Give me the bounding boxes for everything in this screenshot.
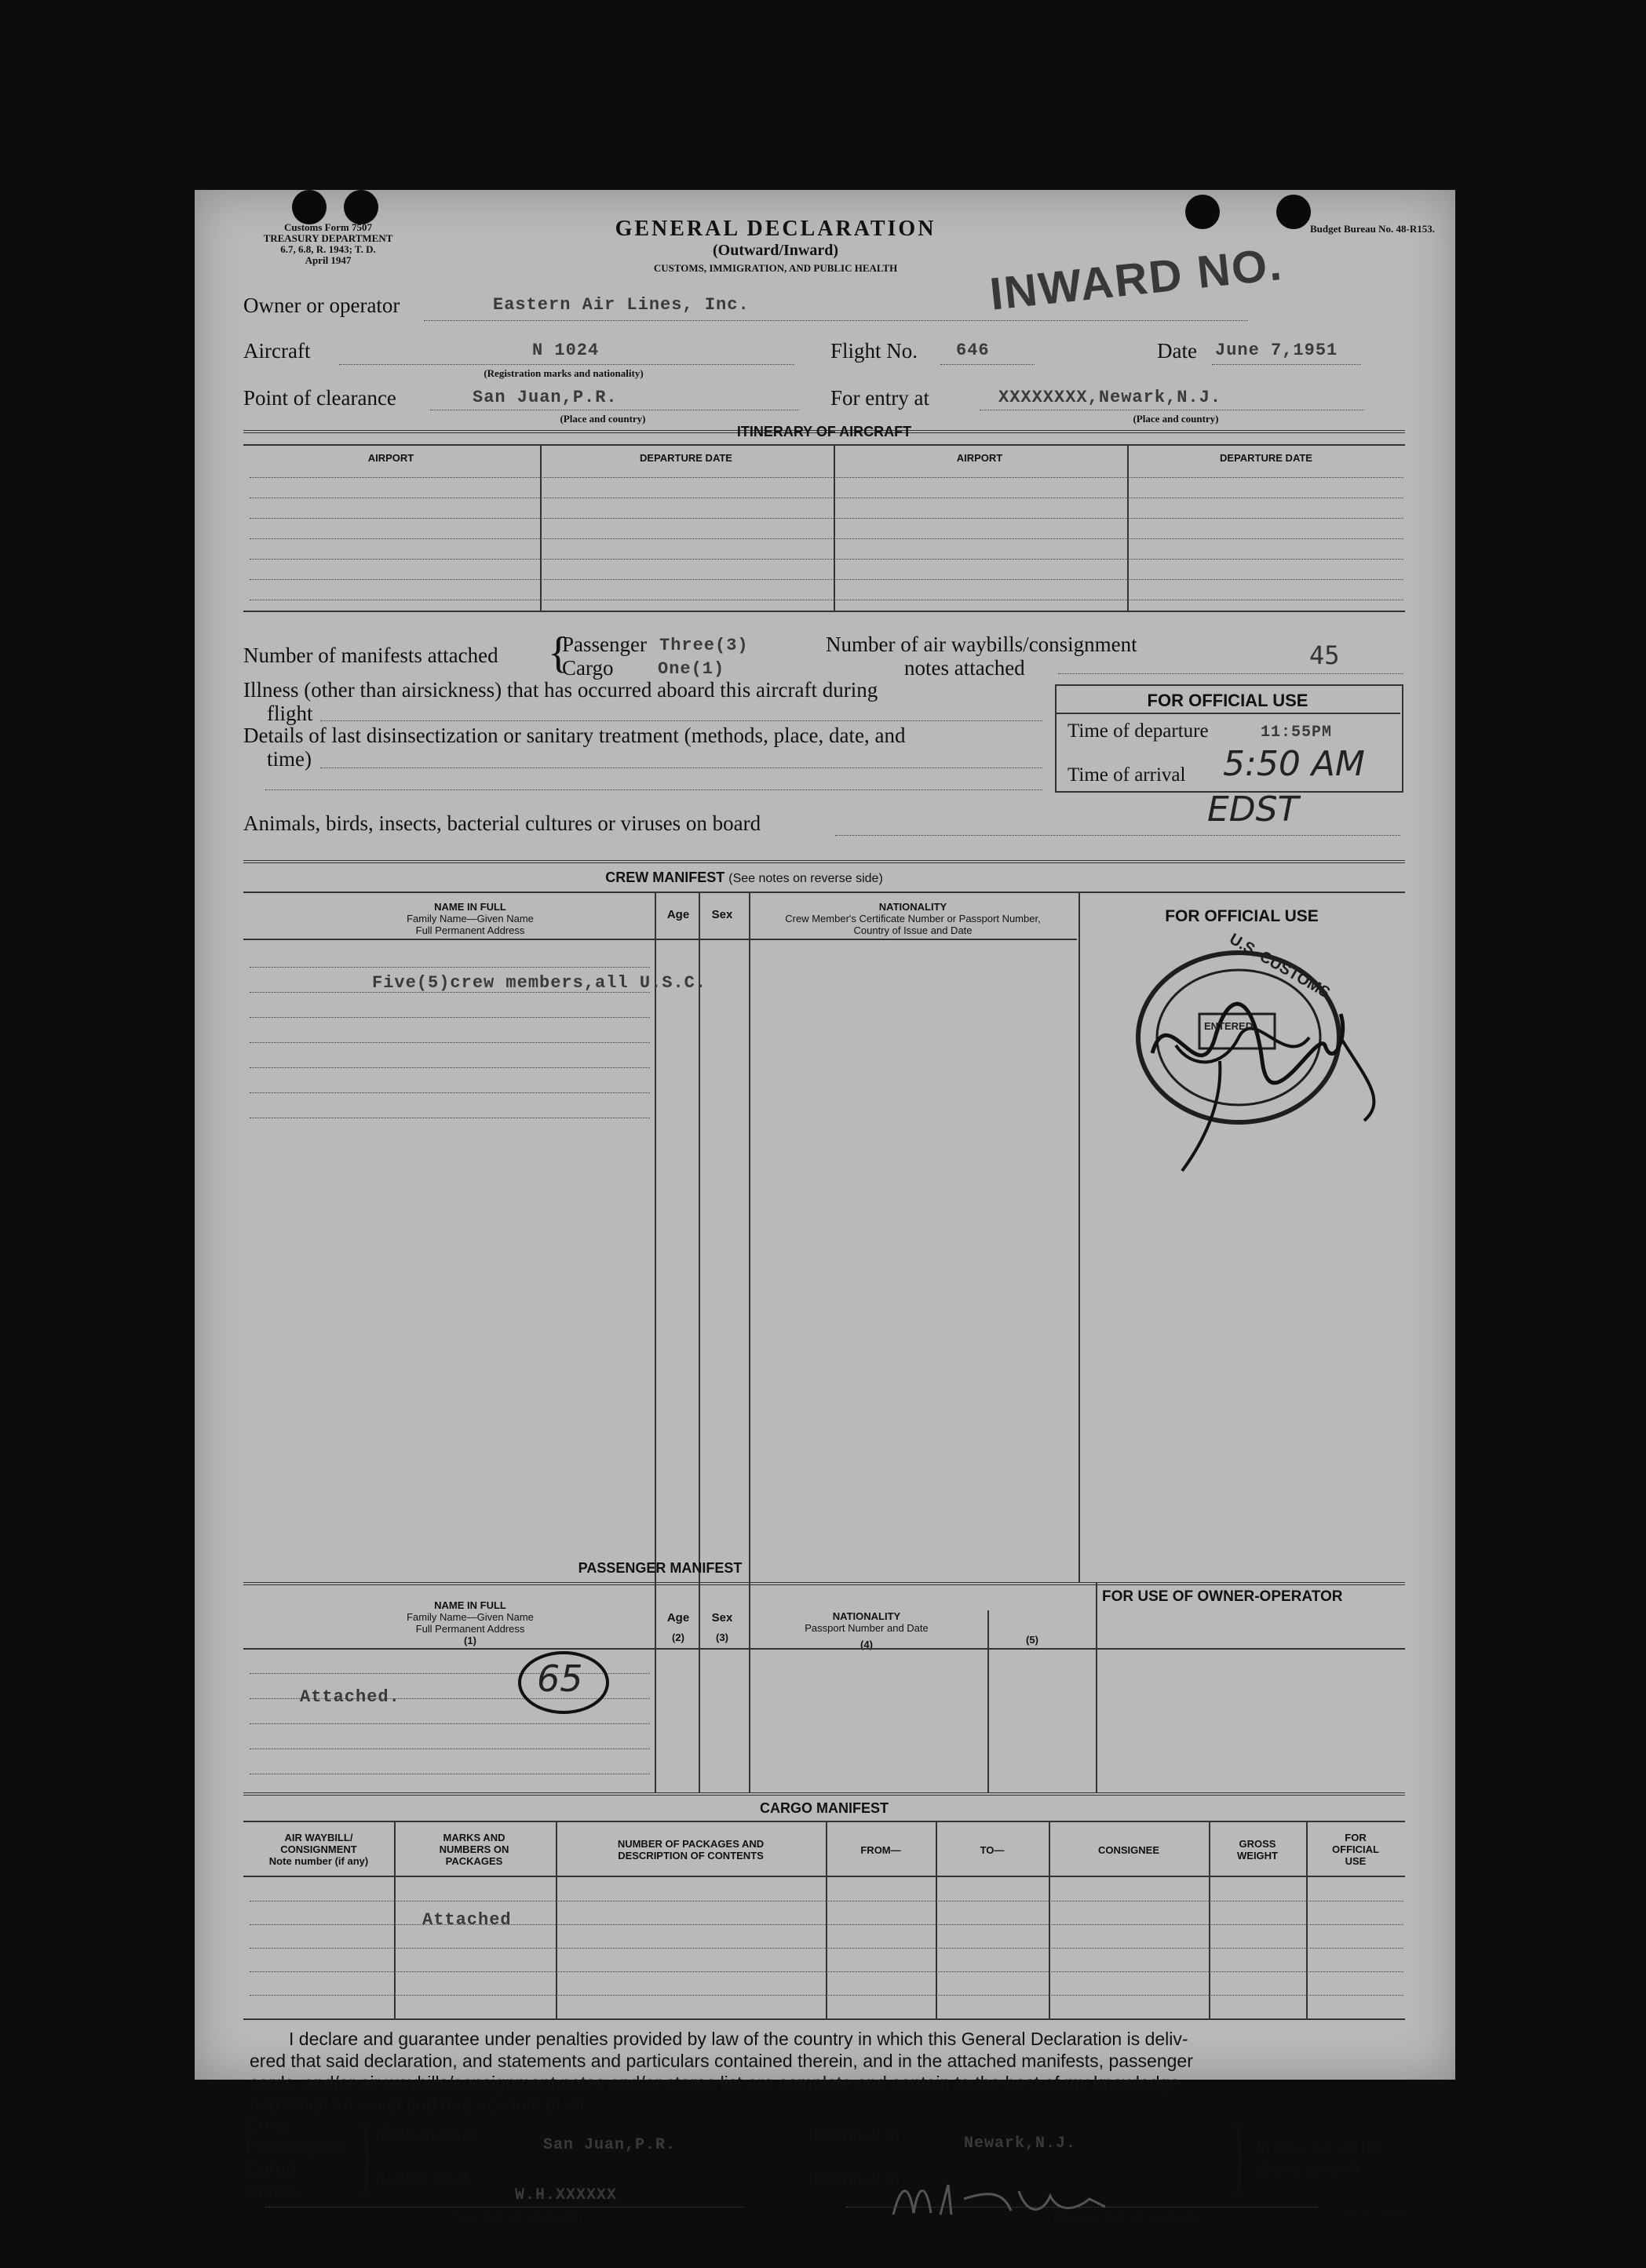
destined-label-2: Destined to	[813, 2169, 900, 2190]
embarked-value: San Juan,P.R.	[543, 2136, 677, 2154]
date-value: June 7,1951	[1215, 341, 1338, 360]
crew-col-nat-date: Country of Issue and Date	[853, 924, 973, 936]
print-code: e6—16—52255-1	[1345, 2211, 1408, 2220]
crew-title-note: (See notes on reverse side)	[728, 872, 883, 885]
cargo-col-marks	[394, 1832, 554, 1867]
cargo-col-description	[556, 1838, 826, 1861]
entry-label: For entry at	[830, 386, 929, 410]
cargo-manifest-label: Cargo	[562, 656, 614, 680]
cargo-col-official	[1306, 1832, 1405, 1867]
cargo-col-waybill-3: Note number (if any)	[268, 1855, 369, 1867]
cargo-col-weight-1: GROSS	[1239, 1838, 1276, 1850]
passenger-col-sex	[699, 1612, 746, 1643]
pax-col-sex-title: Sex	[711, 1611, 733, 1624]
pax-col-nat-num: (4)	[860, 1639, 873, 1650]
declaration-line: I declare and guarantee under penalties provided by law of the country in which this General Declaration is deliv-	[289, 2029, 1188, 2049]
arrival-time-label: Time of arrival	[1068, 764, 1186, 786]
scope-passengers: Passengers	[245, 2136, 345, 2157]
passenger-manifest-title: PASSENGER MANIFEST	[578, 1560, 743, 1576]
passenger-col-age	[655, 1612, 702, 1643]
cargo-col-waybill-1: AIR WAYBILL/	[284, 1832, 353, 1843]
case-note	[1256, 2136, 1384, 2180]
aircraft-caption: (Registration marks and nationality)	[484, 367, 644, 379]
customs-stamp	[1082, 943, 1411, 1179]
scope-cargo: Cargo	[245, 2158, 297, 2179]
cargo-col-marks-3: PACKAGES	[445, 1855, 503, 1867]
destined-value: Newark,N.J.	[964, 2135, 1077, 2153]
arrival-timezone: EDST	[1207, 789, 1299, 830]
cargo-col-desc-2: DESCRIPTION OF CONTENTS	[618, 1850, 764, 1861]
cargo-col-marks-2: NUMBERS ON	[439, 1843, 509, 1855]
waybills-value: 45	[1309, 640, 1340, 670]
entry-caption: (Place and country)	[1133, 413, 1219, 425]
cargo-col-desc-1: NUMBER OF PACKAGES AND	[617, 1838, 765, 1850]
pax-col-name-title: NAME IN FULL	[434, 1599, 506, 1611]
crew-entry: Five(5)crew members,all U.S.C.	[372, 973, 707, 993]
pax-col-name-address: Full Permanent Address	[415, 1623, 525, 1635]
crew-official-use: FOR OFFICIAL USE	[1165, 907, 1319, 925]
waybills-label: Number of air waybills/consignment	[826, 633, 1137, 656]
aircraft-label: Aircraft	[243, 339, 311, 363]
declaration-line: ered that said declaration, and statements and particulars contained therein, and in the attached manifests, passenger	[250, 2051, 1193, 2071]
departure-time-value: 11:55PM	[1261, 724, 1333, 742]
arrival-time-value: 5:50 AM	[1223, 744, 1365, 784]
brace: {	[548, 629, 569, 677]
declaration-line: cards, and/or air waybills/consignment notes and/or stores list are complete and contain to the best of my knowledge	[250, 2073, 1181, 2093]
cargo-col-waybill	[243, 1832, 394, 1867]
aircraft-value: N 1024	[532, 341, 600, 360]
crew-col-name	[243, 901, 697, 936]
cargo-entry: Attached	[422, 1910, 512, 1930]
scope-crew: Crew	[245, 2114, 290, 2135]
animals-label: Animals, birds, insects, bacterial cultures or viruses on board	[243, 811, 761, 835]
cargo-col-weight-2: WEIGHT	[1237, 1850, 1278, 1861]
case-note-line: in the case of the	[1256, 2137, 1384, 2157]
budget-bureau: Budget Bureau No. 48-R153.	[1309, 223, 1435, 235]
customs-stamp-entered: ENTERED	[1204, 1020, 1254, 1032]
waybills-label-2: notes attached	[904, 656, 1025, 680]
signature-caption: (Signature of aircraft commander)	[1053, 2210, 1204, 2222]
punch-hole	[344, 190, 378, 224]
declaration-line: and belief an exact and true account of all:	[250, 2095, 589, 2115]
form-subtitle: (Outward/Inward)	[712, 242, 838, 259]
entry-value: XXXXXXXX,Newark,N.J.	[998, 388, 1222, 407]
itinerary-col-departure: DEPARTURE DATE	[1220, 452, 1312, 464]
passenger-col-5: (5)	[1026, 1634, 1038, 1646]
commander-name: W.H.XXXXXX	[515, 2186, 618, 2204]
cargo-col-to: TO—	[980, 1844, 1005, 1856]
cargo-col-marks-1: MARKS AND	[443, 1832, 505, 1843]
brace: }	[358, 2107, 375, 2203]
cargo-col-official-3: USE	[1345, 1855, 1367, 1867]
crew-title-text: CREW MANIFEST	[605, 870, 725, 885]
department: TREASURY DEPARTMENT	[263, 232, 393, 244]
cargo-col-consignee: CONSIGNEE	[1097, 1844, 1159, 1856]
brace: }	[1231, 2107, 1248, 2203]
disinsect-label-2: time)	[267, 747, 312, 771]
cargo-manifest-value: One(1)	[658, 659, 725, 679]
crew-col-age: Age	[666, 908, 690, 921]
illness-label-2: flight	[267, 702, 313, 725]
form-number: Customs Form 7507	[284, 221, 372, 233]
flight-label: Flight No.	[830, 339, 918, 363]
form-title: GENERAL DECLARATION	[615, 217, 936, 241]
official-use-title: FOR OFFICIAL USE	[1147, 691, 1308, 710]
form-agency: CUSTOMS, IMMIGRATION, AND PUBLIC HEALTH	[653, 262, 898, 274]
form-date: April 1947	[305, 254, 352, 266]
clearance-caption: (Place and country)	[560, 413, 646, 425]
passenger-entry: Attached.	[300, 1687, 400, 1707]
declaration-scope-list	[245, 2114, 345, 2202]
destined-label: Destined to	[813, 2125, 900, 2146]
pax-col-name-sub: Family Name—Given Name	[407, 1611, 534, 1623]
case-note-line: above aircraft	[1256, 2159, 1360, 2179]
customs-stamp-text: U.S. CUSTOMS	[1226, 930, 1334, 1002]
pax-col-nat-sub: Passport Number and Date	[805, 1622, 929, 1634]
scope-stores: Stores	[245, 2180, 300, 2201]
pax-col-name-num: (1)	[464, 1635, 476, 1646]
crew-col-nat-sub: Crew Member's Certificate Number or Passport Number,	[785, 913, 1041, 924]
cargo-manifest-title: CARGO MANIFEST	[760, 1800, 889, 1816]
crew-col-name-sub: Family Name—Given Name	[407, 913, 534, 924]
pax-col-age-title: Age	[666, 1611, 690, 1624]
itinerary-col-departure: DEPARTURE DATE	[640, 452, 732, 464]
flight-value: 646	[956, 341, 990, 360]
crew-col-nat-title: NATIONALITY	[878, 901, 947, 913]
passenger-col-name	[243, 1599, 697, 1646]
manifests-label: Number of manifests attached	[243, 644, 498, 667]
crew-col-nationality	[749, 901, 1077, 936]
cargo-col-official-1: FOR	[1345, 1832, 1367, 1843]
itinerary-col-airport: AIRPORT	[367, 452, 414, 464]
illness-label: Illness (other than airsickness) that has occurred aboard this aircraft during	[243, 678, 878, 702]
cargo-col-official-2: OFFICIAL	[1332, 1843, 1379, 1855]
disinsect-label: Details of last disinsectization or sanitary treatment (methods, place, date, and	[243, 724, 906, 747]
crew-col-name-address: Full Permanent Address	[415, 924, 525, 936]
itinerary-col-airport: AIRPORT	[956, 452, 1003, 464]
itinerary-title: ITINERARY OF AIRCRAFT	[736, 424, 912, 439]
owner-value: Eastern Air Lines, Inc.	[493, 295, 750, 315]
passenger-manifest-value: Three(3)	[659, 636, 749, 655]
passenger-col-nationality	[749, 1610, 984, 1650]
crew-manifest-title	[469, 870, 1019, 886]
cargo-col-waybill-2: CONSIGNMENT	[280, 1843, 357, 1855]
owner-operator-use: FOR USE OF OWNER-OPERATOR	[1102, 1588, 1343, 1605]
cargo-col-weight	[1209, 1838, 1306, 1861]
crew-col-sex: Sex	[711, 908, 733, 921]
declaration-text	[250, 2028, 1403, 2116]
clearance-label: Point of clearance	[243, 386, 396, 410]
date-label: Date	[1157, 339, 1197, 363]
owner-label: Owner or operator	[243, 294, 400, 317]
clearance-value: San Juan,P.R.	[473, 388, 618, 407]
inward-stamp: INWARD NO.	[987, 238, 1286, 320]
pax-col-age-num: (2)	[672, 1632, 684, 1643]
declaration-form	[195, 190, 1455, 2222]
embarked-label: Embarked at	[380, 2124, 476, 2144]
laden-label: Laden on at	[380, 2168, 469, 2188]
departure-time-label: Time of departure	[1068, 720, 1209, 742]
commander-name-caption: (Name of aircraft commander)	[449, 2210, 584, 2222]
cargo-col-from: FROM—	[860, 1844, 901, 1856]
regulation-ref: 6.7, 6.8, R. 1943; T. D.	[280, 243, 376, 255]
punch-hole	[292, 190, 327, 224]
pax-col-nat-title: NATIONALITY	[832, 1610, 901, 1622]
crew-col-name-title: NAME IN FULL	[434, 901, 506, 913]
passenger-manifest-label: Passenger	[562, 633, 647, 656]
circled-number: 65	[537, 1657, 583, 1700]
pax-col-sex-num: (3)	[716, 1632, 728, 1643]
